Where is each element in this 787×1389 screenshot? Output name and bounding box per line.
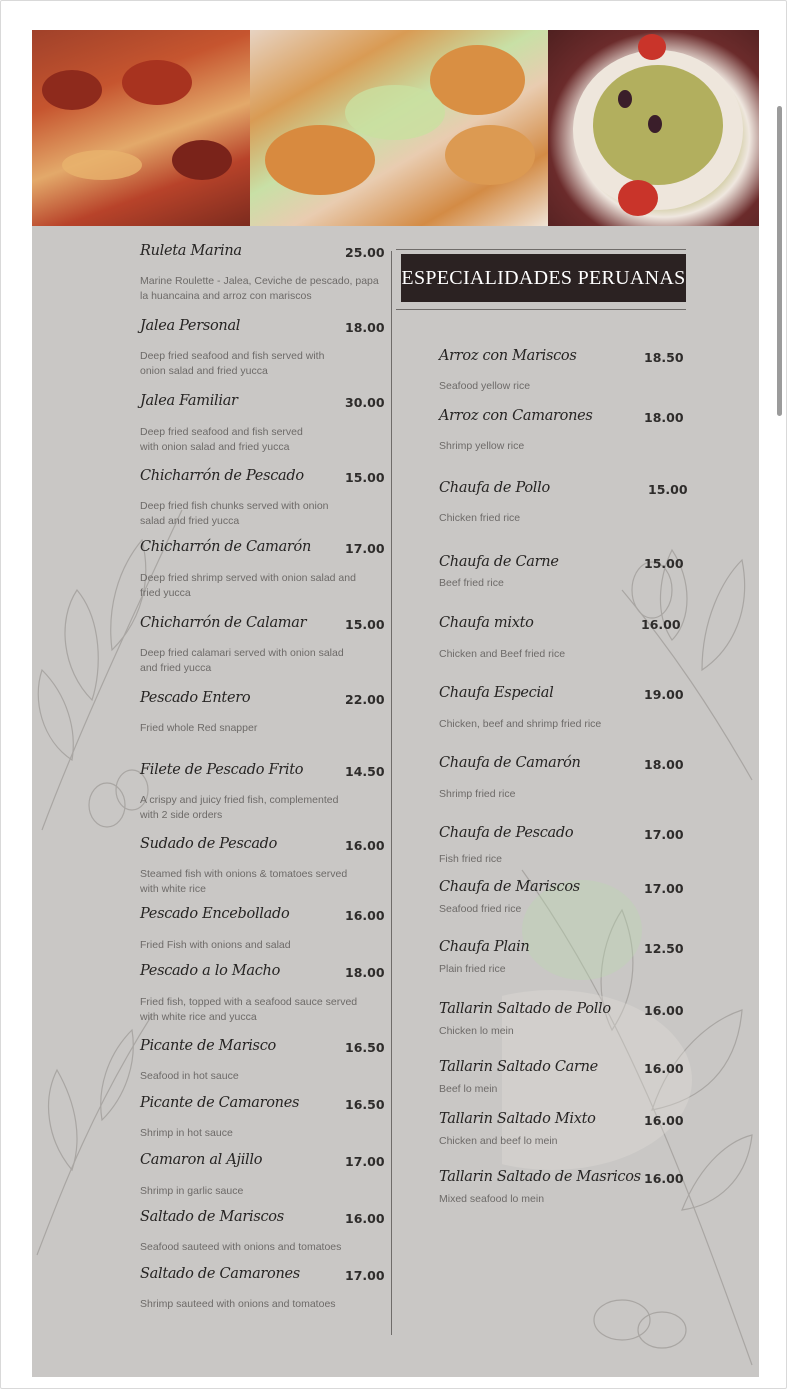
menu-item-price: 15.00 [648, 482, 688, 497]
menu-item-name: Camaron al Ajillo [140, 1152, 263, 1168]
menu-item-price: 15.00 [345, 470, 385, 485]
menu-item-name: Chaufa de Carne [439, 554, 559, 570]
menu-item-description: Fried whole Red snapper [140, 722, 258, 734]
olive-branch-bottom-right-icon [502, 850, 759, 1370]
menu-item-description: Mixed seafood lo mein [439, 1193, 545, 1205]
menu-item-description: Fried fish, topped with a seafood sauce served with white rice and yucca [140, 996, 358, 1023]
menu-item-description: Chicken, beef and shrimp fried rice [439, 718, 602, 730]
menu-item-description: Fried Fish with onions and salad [140, 939, 291, 951]
menu-item-name: Tallarin Saltado de Pollo [439, 1001, 611, 1017]
menu-item-description: Shrimp in hot sauce [140, 1127, 233, 1139]
menu-item-name: Pescado Encebollado [140, 906, 290, 922]
menu-item-description: Deep fried seafood and fish served with onion salad and fried yucca [140, 350, 325, 377]
menu-item-description: Seafood yellow rice [439, 380, 531, 392]
menu-item-name: Chaufa de Mariscos [439, 879, 580, 895]
menu-item-name: Chaufa de Camarón [439, 755, 581, 771]
menu-item-price: 16.00 [644, 1061, 684, 1076]
menu-panel [32, 30, 759, 1377]
menu-item-description: Seafood fried rice [439, 903, 522, 915]
menu-item-description: Plain fried rice [439, 963, 506, 975]
photo-strip [32, 30, 759, 226]
menu-item-price: 19.00 [644, 687, 684, 702]
menu-item-name: Picante de Camarones [140, 1095, 300, 1111]
menu-item-price: 16.00 [644, 1113, 684, 1128]
menu-item-price: 17.00 [644, 827, 684, 842]
menu-item-description: Fish fried rice [439, 853, 503, 865]
menu-item-description: Marine Roulette - Jalea, Ceviche de pescado, papa la huancaina and arroz con mariscos [140, 275, 379, 302]
salchipapa-photo [32, 30, 250, 226]
menu-item-name: Chicharrón de Camarón [140, 539, 312, 555]
menu-item-name: Chaufa mixto [439, 615, 534, 631]
menu-item-price: 18.50 [644, 350, 684, 365]
section-rule-top [396, 249, 686, 250]
menu-item-name: Pescado Entero [140, 690, 251, 706]
menu-item-description: Chicken lo mein [439, 1025, 514, 1037]
menu-item-description: Deep fried calamari served with onion salad and fried yucca [140, 647, 344, 674]
sandwiches-photo [250, 30, 548, 226]
menu-item-name: Chaufa de Pescado [439, 825, 574, 841]
menu-item-price: 18.00 [644, 410, 684, 425]
menu-item-name: Sudado de Pescado [140, 836, 278, 852]
menu-item-price: 14.50 [345, 764, 385, 779]
menu-item-price: 17.00 [345, 1154, 385, 1169]
menu-item-name: Arroz con Mariscos [439, 348, 577, 364]
menu-item-price: 16.00 [345, 838, 385, 853]
menu-item-description: A crispy and juicy fried fish, complemented with 2 side orders [140, 794, 339, 821]
menu-item-name: Saltado de Mariscos [140, 1209, 284, 1225]
menu-item-name: Ruleta Marina [140, 243, 242, 259]
menu-item-name: Pescado a lo Macho [140, 963, 281, 979]
menu-item-price: 17.00 [345, 541, 385, 556]
menu-item-description: Deep fried fish chunks served with onion salad and fried yucca [140, 500, 329, 527]
menu-item-name: Saltado de Camarones [140, 1266, 300, 1282]
menu-item-price: 25.00 [345, 245, 385, 260]
menu-item-description: Seafood sauteed with onions and tomatoes [140, 1241, 342, 1253]
menu-item-description: Seafood in hot sauce [140, 1070, 239, 1082]
menu-item-description: Shrimp yellow rice [439, 440, 525, 452]
menu-item-description: Shrimp in garlic sauce [140, 1185, 244, 1197]
menu-item-price: 15.00 [644, 556, 684, 571]
menu-item-price: 16.00 [644, 1003, 684, 1018]
menu-item-price: 16.50 [345, 1097, 385, 1112]
menu-item-description: Beef fried rice [439, 577, 504, 589]
menu-item-price: 15.00 [345, 617, 385, 632]
menu-item-price: 16.00 [345, 908, 385, 923]
menu-item-price: 17.00 [345, 1268, 385, 1283]
menu-item-description: Chicken and beef lo mein [439, 1135, 558, 1147]
scrollbar-thumb[interactable] [777, 106, 782, 416]
menu-item-price: 16.00 [641, 617, 681, 632]
menu-item-name: Chicharrón de Calamar [140, 615, 307, 631]
menu-item-price: 17.00 [644, 881, 684, 896]
olive-branch-right-icon [612, 530, 759, 790]
menu-item-name: Chicharrón de Pescado [140, 468, 304, 484]
menu-item-description: Deep fried seafood and fish served with onion salad and fried yucca [140, 426, 303, 453]
menu-item-description: Steamed fish with onions & tomatoes served with white rice [140, 868, 348, 895]
menu-item-price: 16.00 [345, 1211, 385, 1226]
menu-item-description: Beef lo mein [439, 1083, 498, 1095]
menu-item-name: Tallarin Saltado Mixto [439, 1111, 596, 1127]
menu-item-price: 18.00 [644, 757, 684, 772]
menu-item-name: Tallarin Saltado de Masricos [439, 1169, 641, 1185]
menu-item-description: Deep fried shrimp served with onion salad and fried yucca [140, 572, 356, 599]
menu-item-name: Arroz con Camarones [439, 408, 593, 424]
column-divider [391, 251, 392, 1335]
menu-item-name: Tallarin Saltado Carne [439, 1059, 598, 1075]
menu-item-description: Chicken and Beef fried rice [439, 648, 566, 660]
menu-item-name: Jalea Personal [140, 318, 241, 334]
menu-item-name: Filete de Pescado Frito [140, 762, 304, 778]
menu-item-price: 16.00 [644, 1171, 684, 1186]
menu-item-price: 18.00 [345, 320, 385, 335]
causa-photo [548, 30, 759, 226]
menu-item-description: Shrimp fried rice [439, 788, 516, 800]
section-rule-bottom [396, 309, 686, 310]
menu-item-name: Chaufa de Pollo [439, 480, 550, 496]
menu-item-description: Shrimp sauteed with onions and tomatoes [140, 1298, 336, 1310]
menu-item-price: 30.00 [345, 395, 385, 410]
menu-item-name: Jalea Familiar [140, 393, 238, 409]
menu-item-name: Picante de Marisco [140, 1038, 276, 1054]
menu-item-price: 12.50 [644, 941, 684, 956]
menu-item-description: Chicken fried rice [439, 512, 521, 524]
section-title: ESPECIALIDADES PERUANAS [401, 254, 686, 302]
menu-item-name: Chaufa Especial [439, 685, 554, 701]
menu-item-name: Chaufa Plain [439, 939, 530, 955]
menu-item-price: 22.00 [345, 692, 385, 707]
menu-item-price: 18.00 [345, 965, 385, 980]
menu-item-price: 16.50 [345, 1040, 385, 1055]
